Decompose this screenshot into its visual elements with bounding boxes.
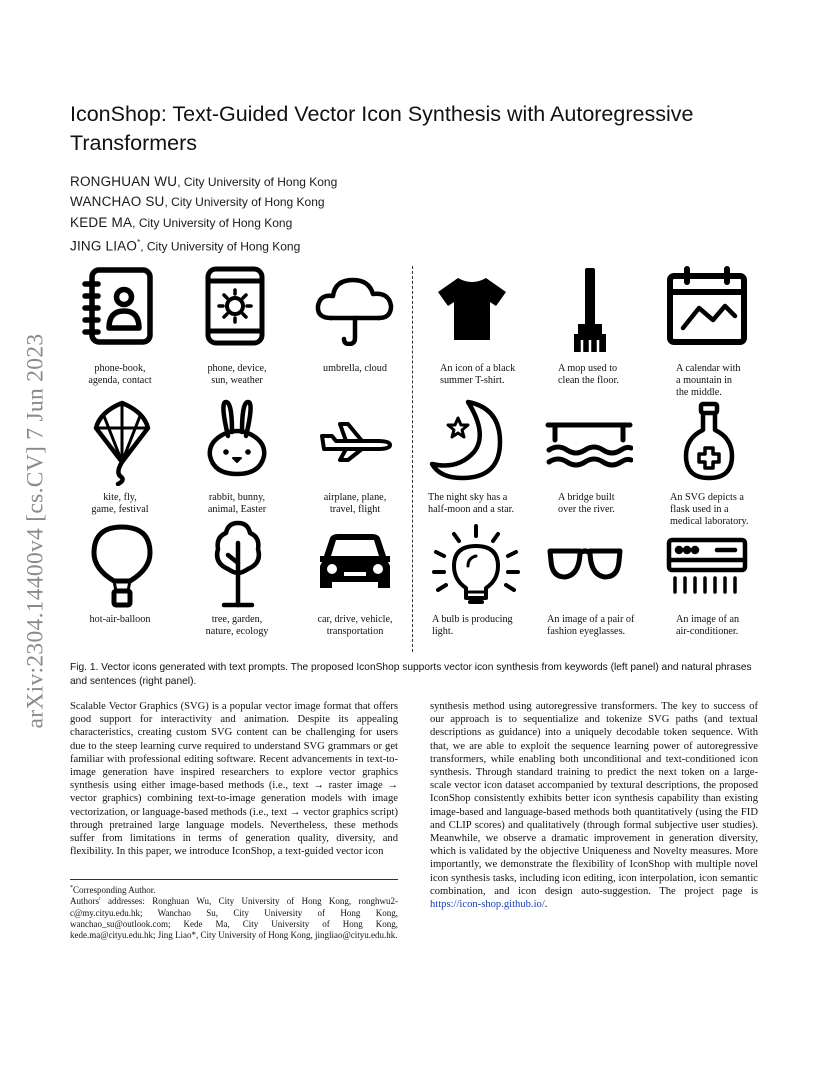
author-addresses: Authors' addresses: Ronghuan Wu, City University of Hong Kong, ronghwu2-c@my.cityu.edu.hk; Wanchao Su, City University of Hong Kong, wanchao_su@outlook.com; Kede Ma, City University of Hong Kong, kede.ma@cityu.edu.hk; Jing Liao*, City University of Hong Kong, jingliao@cityu.edu.hk.: [70, 896, 398, 941]
moon-star-icon: [428, 398, 504, 482]
caption: airplane, plane, travel, flight: [323, 492, 387, 515]
caption: car, drive, vehicle, transportation: [317, 614, 393, 637]
author-line: RONGHUAN WU, City University of Hong Kong: [70, 174, 338, 189]
caption: kite, fly, game, festival: [91, 492, 149, 515]
abstract-column-right: synthesis method using autoregressive transformers. The key to success of our approach is to sequentialize and tokenize SVG paths (and textual descriptions as guidance) into a uniquely decodable token sequence. With that, we are able to exploit the sequence learning power of autoregressive transformers, while enabling both unconditional and text-conditioned icon synthesis. Through standard training to predict the next token on a large-scale vector icon dataset accompanied by textural descriptions, the proposed IconShop consistently exhibits better icon synthesis capability than existing image-based and language-based methods both quantitatively (using the FID and CLIP scores) and qualitatively (through formal subjective user studies). Meanwhile, we observe a dramatic improvement in generation diversity, which is validated by the objective Uniqueness and Novelty measures. More importantly, we demonstrate the flexibility of IconShop with multiple novel icon synthesis tasks, including icon editing, icon interpolation, icon semantic combination, and icon design auto-suggestion. The project page is https://icon-shop.github.io/.: [430, 701, 758, 911]
author-line: KEDE MA, City University of Hong Kong: [70, 214, 293, 230]
caption: tree, garden, nature, ecology: [205, 614, 269, 637]
panel-divider: [412, 266, 413, 652]
caption: An image of an air-conditioner.: [676, 614, 740, 637]
bridge-icon: [545, 420, 633, 468]
caption: A bulb is producing light.: [432, 614, 513, 637]
caption: An SVG depicts a flask used in a medical laboratory.: [670, 492, 749, 527]
caption: The night sky has a half-moon and a star.: [428, 492, 515, 515]
paper-title: IconShop: Text-Guided Vector Icon Synthesis with Autoregressive Transformers: [70, 102, 694, 155]
calendar-mountain-icon: [665, 266, 749, 348]
caption: hot-air-balloon: [89, 614, 151, 625]
project-page-link[interactable]: https://icon-shop.github.io/: [430, 899, 545, 911]
caption: A bridge built over the river.: [558, 492, 615, 515]
air-conditioner-icon: [665, 536, 749, 596]
arxiv-stamp: arXiv:2304.14400v4 [cs.CV] 7 Jun 2023: [22, 333, 49, 729]
abstract-column-left: Scalable Vector Graphics (SVG) is a popular vector image format that offers good support for interactivity and animation. Despite its appealing characteristics, creating custom SVG content can be challenging for users due to the steep learning curve required to understand SVG grammars or get familiar with professional editing software. Recent advancements in text-to-image generation have inspired researchers to explore vector graphics synthesis using either image-based methods (i.e., text → raster image → vector graphics) combining text-to-image generation models with image vectorization, or language-based methods (i.e., text → vector graphics script) through pretrained large language models. Nevertheless, these methods suffer from limitations in terms of generation quality, diversity, and flexibility. In this paper, we introduce IconShop, a text-guided vector icon: [70, 701, 398, 858]
mop-icon: [570, 266, 610, 354]
tree-icon: [212, 519, 264, 609]
caption: An icon of a black summer T-shirt.: [440, 363, 516, 386]
caption: A mop used to clean the floor.: [558, 363, 619, 386]
caption: An image of a pair of fashion eyeglasses.: [547, 614, 635, 637]
hot-air-balloon-icon: [90, 523, 154, 609]
airplane-icon: [318, 420, 392, 462]
corresponding-note: *Corresponding Author.: [70, 885, 156, 895]
rabbit-icon: [202, 398, 272, 478]
car-icon: [316, 530, 394, 594]
author-line: WANCHAO SU, City University of Hong Kong: [70, 194, 325, 210]
author-line: JING LIAO*, City University of Hong Kong: [70, 237, 301, 254]
tshirt-icon: [436, 272, 508, 344]
phone-book-icon: [80, 266, 160, 346]
footnote-rule: [70, 879, 398, 880]
kite-icon: [90, 400, 154, 486]
umbrella-cloud-icon: [313, 266, 397, 346]
eyeglasses-icon: [547, 545, 623, 585]
caption: rabbit, bunny, animal, Easter: [207, 492, 267, 515]
caption: umbrella, cloud: [323, 363, 387, 374]
author-list: [70, 172, 337, 257]
footnote: [70, 883, 398, 941]
bulb-icon: [430, 522, 522, 608]
caption: phone-book, agenda, contact: [88, 363, 152, 386]
phone-sun-icon: [198, 266, 274, 346]
caption: A calendar with a mountain in the middle.: [676, 363, 741, 398]
caption: phone, device, sun, weather: [207, 363, 267, 386]
flask-icon: [682, 400, 736, 482]
figure-caption: Fig. 1. Vector icons generated with text prompts. The proposed IconShop supports vector icon synthesis from keywords (left panel) and natural phrases and sentences (right panel).: [70, 662, 752, 687]
